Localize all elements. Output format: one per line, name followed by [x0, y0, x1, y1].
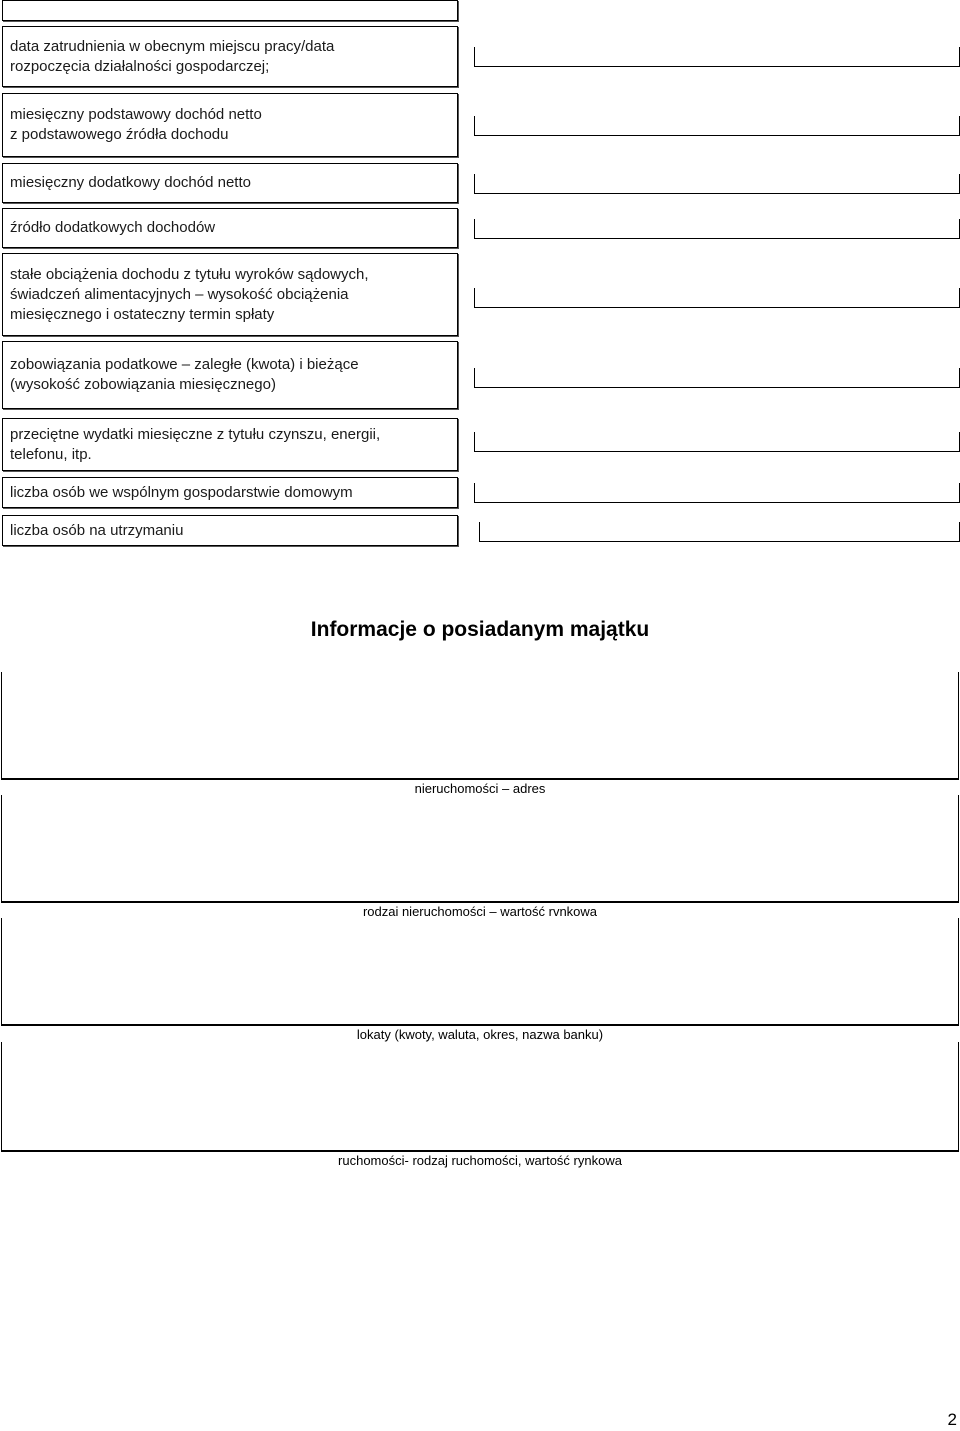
- label-tax-liabilities: zobowiązania podatkowe – zaległe (kwota) i bieżące (wysokość zobowiązania miesięcznego): [2, 341, 458, 409]
- label-fixed-income-burdens: stałe obciążenia dochodu z tytułu wyroków sądowych, świadczeń alimentacyjnych – wysokość obciążenia miesięcznego i ostateczny termin spłaty: [2, 253, 458, 336]
- label-monthly-expenses: przeciętne wydatki miesięczne z tytułu czynszu, energii, telefonu, itp.: [2, 418, 458, 471]
- field-employment-date[interactable]: [474, 47, 960, 67]
- caption-real-estate-type-value: rodzai nieruchomości – wartość rvnkowa: [362, 904, 598, 919]
- field-basic-net-income[interactable]: [474, 116, 960, 136]
- field-real-estate-type-value[interactable]: [1, 795, 959, 903]
- field-household-size[interactable]: [474, 483, 960, 503]
- field-additional-income-source[interactable]: [474, 219, 960, 239]
- field-fixed-income-burdens[interactable]: [474, 288, 960, 308]
- field-monthly-expenses[interactable]: [474, 432, 960, 452]
- label-basic-net-income: miesięczny podstawowy dochód netto z podstawowego źródła dochodu: [2, 93, 458, 157]
- caption-movable-property: ruchomości- rodzaj ruchomości, wartość rynkowa: [338, 1153, 622, 1168]
- assets-section-title: Informacje o posiadanym majątku: [310, 618, 650, 641]
- label-additional-net-income: miesięczny dodatkowy dochód netto: [2, 163, 458, 203]
- field-deposits[interactable]: [1, 918, 959, 1026]
- caption-real-estate-address: nieruchomości – adres: [414, 781, 546, 796]
- label-dependents-count: liczba osób na utrzymaniu: [2, 515, 458, 546]
- form-row-top-continuation: [2, 0, 458, 21]
- label-household-size: liczba osób we wspólnym gospodarstwie domowym: [2, 477, 458, 508]
- label-additional-income-source: źródło dodatkowych dochodów: [2, 208, 458, 248]
- label-employment-date: data zatrudnienia w obecnym miejscu pracy/data rozpoczęcia działalności gospodarczej;: [2, 26, 458, 87]
- field-dependents-count[interactable]: [479, 522, 960, 542]
- field-real-estate-address[interactable]: [1, 672, 959, 780]
- caption-deposits: lokaty (kwoty, waluta, okres, nazwa banku): [356, 1027, 604, 1042]
- field-movable-property[interactable]: [1, 1042, 959, 1152]
- page-number: 2: [947, 1410, 957, 1429]
- field-additional-net-income[interactable]: [474, 174, 960, 194]
- field-tax-liabilities[interactable]: [474, 368, 960, 388]
